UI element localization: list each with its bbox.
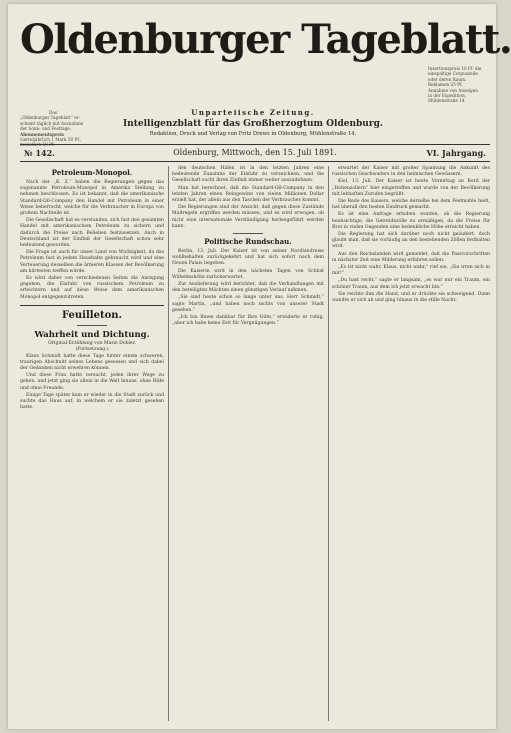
column-rule	[328, 166, 329, 721]
feuilleton-heading: Feuilleton.	[62, 309, 122, 321]
paragraph: Die Regierungen sind der Ansicht, daß gegen diese Zustände Maßregeln ergriffen werden müssen, und es wird erwogen, ob nicht eine internationale Verständigung herbeigeführt werden kann.	[172, 205, 324, 229]
masthead-title: Oldenburger Tageblatt.	[20, 16, 511, 63]
masthead-subtitle	[88, 108, 418, 138]
section-heading: Politische Rundschau.	[204, 237, 292, 247]
subscription-info	[20, 110, 86, 148]
info-line: „Oldenburger Tageblatt“ er-	[20, 115, 81, 121]
info-line: oder deren Raum.	[428, 76, 467, 82]
paragraph: Die Regierung hat sich darüber noch nicht geäußert, doch glaubt man, daß sie vorläufig an den bestehenden Zöllen festhalten wird.	[332, 232, 490, 250]
paragraph: Man hat berechnet, daß die Standard-Oil-Company in den letzten Jahren einen Reingewinn von vielen Millionen Dollar erzielt hat, der allein aus den Taschen der Verbraucher kommt.	[172, 185, 324, 204]
issue-year: VI. Jahrgang.	[426, 148, 486, 158]
issue-date: Oldenburg, Mittwoch, den 15. Juli 1891.	[173, 148, 337, 157]
info-line: Annahme von Anzeigen	[428, 87, 478, 93]
info-line: einspaltige Corpuszeile	[428, 71, 478, 77]
paragraph: erwartet der Kaiser mit großer Spannung die Ankunft des russischen Geschwaders in den heimischen Gewässern.	[332, 166, 490, 178]
paragraph: Sie reichte ihm die Hand, und er drückte sie schweigend. Dann wandte er sich ab und ging hinaus in die stille Nacht.	[332, 291, 490, 304]
info-line: monatlich 50 Pf.	[20, 142, 55, 148]
short-rule	[233, 233, 263, 234]
paragraph: Kiel, 13. Juli. Der Kaiser ist heute Vormittag an Bord der „Hohenzollern“ hier eingetroffen und wurde von der Bevölkerung mit lebhaften Zurufen begrüßt.	[332, 179, 490, 197]
info-line: Das	[48, 110, 57, 115]
info-line: scheint täglich mit Ausnahme	[20, 120, 84, 126]
paragraph: Einige Tage später kam er wieder in die Stadt zurück und suchte das Haus auf, in welchem er sie zuletzt gesehen hatte.	[20, 392, 164, 411]
paragraph: „Sie sind heute schon so lange unter uns, Herr Schmidt,“ sagte Martin, „und haben noch nichts von unserer Stadt gesehen.“	[172, 295, 324, 313]
short-rule	[77, 325, 107, 326]
newspaper-page	[8, 4, 511, 729]
paragraph: „Ich bin Ihnen dankbar für Ihre Güte,“ erwiderte er ruhig, „aber ich habe keine Zeit für Vergnügungen.“	[172, 315, 324, 327]
section-divider	[20, 305, 164, 306]
article-heading: Petroleum-Monopol.	[51, 168, 133, 177]
info-line: der Sonn- und Festtage.	[20, 126, 72, 132]
info-line: Insertionspreis 10 Pf. die	[428, 66, 482, 71]
paragraph: Berlin, 13. Juli. Der Kaiser ist von seiner Nordlandreise wohlbehalten zurückgekehrt und hat sich sofort nach dem Neuen Palais begeben.	[172, 249, 324, 267]
story-title: Wahrheit und Dichtung.	[34, 329, 150, 340]
info-line: Mühlenstraße 14.	[428, 98, 466, 104]
paragraph: den deutschen Häfen ist in den letzten Jahren eine bedeutende Zunahme der Einfuhr zu verzeichnen, und die Gesellschaft sucht ihren Einfluß immer weiter auszudehnen.	[172, 166, 324, 184]
issue-number: № 142.	[24, 148, 55, 158]
paragraph: „Es ist nicht wahr, Klaus, nicht wahr,“ rief sie, „Sie irren sich in mir!“	[332, 265, 490, 277]
column-3	[332, 166, 490, 721]
paragraph: Die Frage ist auch für unser Land von Wichtigkeit, da das Petroleum fast in jedem Haushalte gebraucht wird und eine Verteuerung desselben die ärmeren Klassen der Bevölkerung am härtesten treffen würde.	[20, 250, 164, 274]
paragraph: Es ist eine Anfrage erhoben worden, ob die Regierung beabsichtige, die Getreidezölle zu ermäßigen, da die Preise für Brot in vielen Gegenden eine bedenkliche Höhe erreicht haben.	[332, 212, 490, 230]
paragraph: Die Gesellschaft hat es verstanden, sich fast den gesamten Handel mit amerikanischem Petroleum zu sichern und dadurch die Preise nach Belieben festzusetzen. Auch in Deutschland ist der Einfluß der Gesellschaft schon sehr bedeutend geworden.	[20, 218, 164, 249]
column-rule	[168, 166, 169, 721]
subtitle-line-1: Unparteiische Zeitung.	[191, 108, 315, 117]
paragraph: Klaus Schmidt hatte diese Tage hinter einem schweren, traurigen Abschnitt seines Lebens gesessen und sich dabei der Gedanken nicht erwehren können.	[20, 353, 164, 372]
paragraph: Die Rede des Kaisers, welche derselbe bei dem Festmahle hielt, hat überall den besten Eindruck gemacht.	[332, 199, 490, 211]
paragraph: „Du hast recht,“ sagte er langsam, „es war nur ein Traum, ein schöner Traum, aus dem ich jetzt erwacht bin.“	[332, 278, 490, 290]
insertion-info	[428, 66, 490, 104]
subtitle-line-2: Intelligenzblatt für das Großherzogtum Oldenburg.	[122, 119, 384, 129]
paragraph: Nach der „K. Z.“ haben die Regierungen gegen das sogenannte Petroleum-Monopol in Amerika Stellung zu nehmen beschlossen. Es ist bekannt, daß die amerikanische Standard-Oil-Company den Handel mit Petroleum in einer Weise beherrscht, welche für die Verbraucher in Europa von großem Nachteile ist.	[20, 180, 164, 217]
story-continuation: (Fortsetzung.)	[75, 347, 109, 353]
info-line: Abonnementspreis	[20, 131, 64, 137]
paragraph: Aus den Reichslanden wird gemeldet, daß die Passvorschriften in nächster Zeit eine Milderung erfahren sollen.	[332, 251, 490, 263]
paragraph: Die Kaiserin wird in den nächsten Tagen von Schloß Wilhelmshöhe zurückerwartet.	[172, 268, 324, 280]
dateline	[20, 144, 490, 162]
info-line: Reklamen 25 Pf.	[428, 82, 463, 88]
story-byline: Original-Erzählung von Marie Dobler.	[48, 340, 136, 346]
info-line: vierteljährlich 1 Mark 50 Pf.,	[20, 137, 82, 143]
paragraph: Und diese Frau hatte versucht, jeden ihrer Wege zu gehen, und jetzt ging sie allein in die Welt hinaus, ohne Hilfe und ohne Freunde.	[20, 373, 164, 391]
subtitle-line-3: Redaktion, Druck und Verlag von Fritz Drews in Oldenburg, Mühlenstraße 14.	[149, 131, 357, 137]
paragraph: Zur Auslieferung wird berichtet, daß die Verhandlungen mit den beteiligten Mächten einen günstigen Verlauf nehmen.	[172, 282, 324, 294]
paragraph: Es wird daher von verschiedenen Seiten die Anregung gegeben, die Einfuhr von russischem Petroleum zu erleichtern und auf diese Weise dem amerikanischen Monopol entgegenzutreten.	[20, 276, 164, 300]
column-1	[20, 166, 164, 721]
info-line: in der Expedition,	[428, 93, 467, 99]
column-2	[172, 166, 324, 721]
